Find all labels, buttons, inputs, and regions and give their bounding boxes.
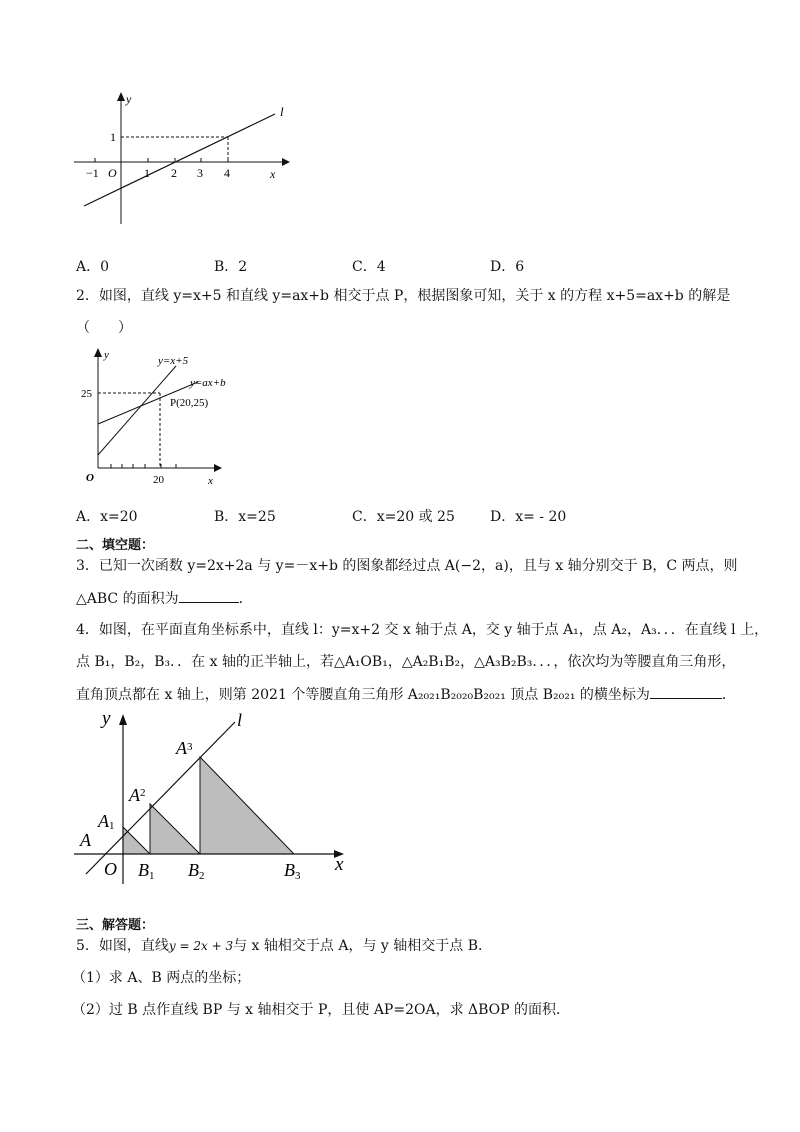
- x-tick-label: −1: [86, 166, 99, 180]
- x-axis-arrow: [214, 464, 222, 472]
- point-a2-label: $A^2$: [129, 785, 146, 805]
- x-tick-label: 3: [197, 166, 203, 180]
- q5-sub-2: （2）过 B 点作直线 BP 与 x 轴相交于 P，且使 AP=2OA，求 ΔBOP 的面积．: [72, 1002, 571, 1018]
- x-tick-label: 20: [153, 474, 164, 486]
- q4-line-3: 直角顶点都在 x 轴上，则第 2021 个等腰直角三角形 A₂₀₂₁B₂₀₂₀B₂₀₂₁ 顶点 B₂₀₂₁ 的横坐标为 ．: [76, 684, 736, 705]
- point-b3-label: B3: [284, 860, 301, 882]
- y-axis-arrow: [119, 714, 127, 725]
- y-tick-label: 1: [110, 130, 116, 144]
- origin-label: O: [108, 166, 117, 180]
- x-axis-arrow: [282, 158, 290, 166]
- q1-option-c[interactable]: C．4: [352, 259, 386, 275]
- y-axis-label: y: [104, 349, 109, 361]
- answer-blank[interactable]: [179, 588, 239, 603]
- point-a-label: A: [80, 830, 91, 850]
- line-l: [84, 114, 275, 206]
- triangle-a2-b1-b2: [150, 804, 200, 854]
- y-axis-arrow: [117, 92, 125, 101]
- q5-sub-1: （1）求 A、B 两点的坐标；: [72, 970, 251, 986]
- x-axis-label: x: [270, 167, 276, 181]
- point-a1-label: A1: [98, 811, 115, 832]
- origin-label: O: [104, 859, 117, 879]
- x-tick-label: 2: [171, 166, 177, 180]
- x-tick-label: 4: [224, 166, 230, 180]
- line1-label: y=x+5: [158, 355, 189, 367]
- q1-option-d[interactable]: D．6: [490, 259, 525, 275]
- y-axis-label: y: [102, 708, 111, 729]
- point-a3-label: $A^3$: [176, 738, 193, 758]
- point-p-label: P(20,25): [170, 397, 209, 409]
- q3-line-1: 3．已知一次函数 y=2x+2a 与 y=－x+b 的图象都经过点 A(−2，a)，且与 x 轴分别交于 B，C 两点，则: [76, 558, 738, 574]
- y-axis-label: y: [126, 92, 132, 106]
- triangle-a3-b2-b3: [200, 757, 294, 854]
- q1-option-a[interactable]: A．0: [76, 259, 110, 275]
- q2-option-b[interactable]: B．x=25: [214, 509, 276, 525]
- q5-equation: y = 2x + 3: [168, 939, 234, 953]
- point-b2-label: B2: [188, 860, 205, 882]
- q2-text: 2．如图，直线 y=x+5 和直线 y=ax+b 相交于点 P，根据图象可知，关于 x 的方程 x+5=ax+b 的解是: [76, 288, 731, 304]
- figure-1-graph: [70, 88, 300, 228]
- y-tick-label: 25: [81, 388, 92, 400]
- y-axis-arrow: [94, 348, 102, 357]
- line2-label: y=ax+b: [190, 377, 226, 389]
- q2-option-a[interactable]: A．x=20: [76, 509, 138, 525]
- line-label: l: [280, 104, 284, 119]
- line-label: l: [237, 710, 243, 730]
- line-y-x-plus-5: [98, 366, 176, 455]
- q2-option-c[interactable]: C．x=20 或 25: [352, 509, 455, 525]
- figure-3-graph: [72, 706, 362, 886]
- q2-paren: （ ）: [76, 320, 132, 336]
- section-3-title: 三、解答题：: [76, 918, 155, 933]
- triangle-a1-o-b1: [123, 827, 150, 854]
- x-axis-label: x: [208, 475, 213, 487]
- q4-line-2: 点 B₁，B₂，B₃．．在 x 轴的正半轴上，若△A₁OB₁，△A₂B₁B₂，△A₃B₂B₃．．．，依次均为等腰直角三角形，: [76, 654, 736, 670]
- origin-label: O: [86, 472, 94, 484]
- point-b1-label: B1: [138, 860, 155, 882]
- q1-option-b[interactable]: B．2: [214, 259, 248, 275]
- figure-2-graph: [80, 344, 250, 494]
- answer-blank[interactable]: [650, 684, 722, 699]
- q4-line-1: 4．如图，在平面直角坐标系中，直线 l：y=x+2 交 x 轴于点 A，交 y 轴于点 A₁，点 A₂，A₃．．．在直线 l 上，: [76, 622, 769, 638]
- section-2-title: 二、填空题：: [76, 538, 155, 553]
- x-axis-label: x: [335, 854, 344, 875]
- q3-line-2: △ABC 的面积为 ．: [76, 588, 253, 609]
- x-tick-label: 1: [144, 166, 150, 180]
- q2-option-d[interactable]: D．x= - 20: [490, 509, 567, 525]
- q5-line-1: 5．如图，直线y = 2x + 3与 x 轴相交于点 A，与 y 轴相交于点 B．: [76, 938, 493, 954]
